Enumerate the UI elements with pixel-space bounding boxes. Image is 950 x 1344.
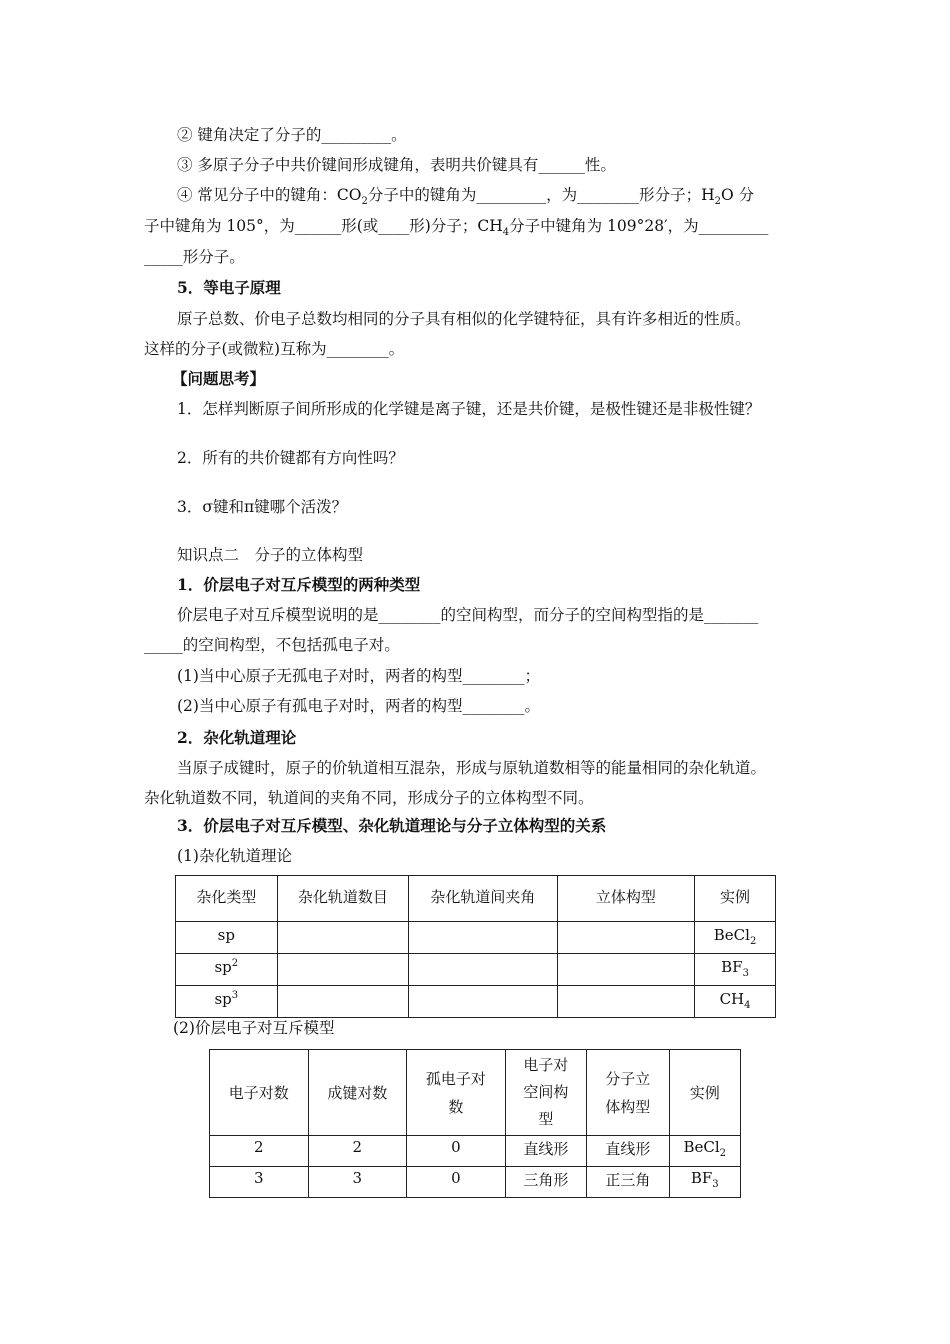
hybrid-para-1: 当原子成键时，原子的价轨道相互混杂，形成与原轨道数相等的能量相同的杂化轨道。 <box>177 759 767 777</box>
item-4-line-2: 子中键角为 105°，为______形(或____形)分子；$CH_4$分子中键角为 109°28′，为_________ <box>144 217 769 239</box>
empty-cell <box>277 922 409 954</box>
hybrid-type-cell: $sp^3$ <box>176 986 278 1018</box>
vsepr-case-2: (2)当中心原子有孤电子对时，两者的构型________。 <box>177 697 540 715</box>
header-cell: 成键对数 <box>308 1050 407 1136</box>
bond-cell: 2 <box>308 1136 407 1167</box>
lone-cell: 0 <box>407 1167 506 1198</box>
example-cell: $BF_3$ <box>695 954 776 986</box>
header-cell: 杂化轨道间夹角 <box>409 876 557 922</box>
question-2: 2．所有的共价键都有方向性吗？ <box>177 449 404 467</box>
item-4-line-1: ④ 常见分子中的键角：$CO_2$分子中的键角为_________，为________形分子；$H_2O$ 分 <box>177 186 755 208</box>
section-5-para-2: 这样的分子(或微粒)互称为________。 <box>144 340 405 358</box>
empty-cell <box>277 986 409 1018</box>
question-3: 3．σ键和π键哪个活泼？ <box>177 498 348 516</box>
example-cell: $BF_3$ <box>669 1167 740 1198</box>
header-cell: 孤电子对数 <box>407 1050 506 1136</box>
empty-cell <box>557 986 694 1018</box>
question-1: 1．怎样判断原子间所形成的化学键是离子键，还是共价键，是极性键还是非极性键？ <box>177 400 761 418</box>
knowledge-2-title: 知识点二 分子的立体构型 <box>177 546 364 564</box>
vsepr-table <box>209 1049 741 1198</box>
table-row <box>176 922 776 954</box>
table-row <box>176 954 776 986</box>
hybrid-heading: 2．杂化轨道理论 <box>177 728 297 747</box>
table-header-row <box>176 876 776 922</box>
molecule-shape-cell: 正三角 <box>587 1167 669 1198</box>
header-cell: 电子对空间构型 <box>505 1050 586 1136</box>
bond-cell: 3 <box>308 1167 407 1198</box>
example-cell: $CH_4$ <box>695 986 776 1018</box>
table-2-caption: (2)价层电子对互斥模型 <box>173 1019 335 1037</box>
item-2: ② 键角决定了分子的_________。 <box>177 126 407 144</box>
empty-cell <box>277 954 409 986</box>
empty-cell <box>409 922 557 954</box>
item-3: ③ 多原子分子中共价键间形成键角，表明共价键具有______性。 <box>177 156 616 174</box>
header-cell: 实例 <box>695 876 776 922</box>
header-cell: 电子对数 <box>210 1050 309 1136</box>
example-cell: BeCl$_2$ <box>669 1136 740 1167</box>
item-4-line-3: _____形分子。 <box>144 248 245 266</box>
table-header-row <box>210 1050 741 1136</box>
header-cell: 分子立体构型 <box>587 1050 669 1136</box>
table-row <box>210 1136 741 1167</box>
questions-heading: 【问题思考】 <box>172 369 266 388</box>
table-1-caption: (1)杂化轨道理论 <box>177 847 292 865</box>
empty-cell <box>557 954 694 986</box>
shape-cell: 三角形 <box>505 1167 586 1198</box>
hybrid-type-cell: sp <box>176 922 278 954</box>
empty-cell <box>557 922 694 954</box>
empty-cell <box>409 986 557 1018</box>
header-cell: 实例 <box>669 1050 740 1136</box>
header-cell: 杂化类型 <box>176 876 278 922</box>
header-cell: 杂化轨道数目 <box>277 876 409 922</box>
vsepr-para-2: _____的空间构型，不包括孤电子对。 <box>144 636 400 654</box>
molecule-shape-cell: 直线形 <box>587 1136 669 1167</box>
empty-cell <box>409 954 557 986</box>
pairs-cell: 3 <box>210 1167 309 1198</box>
relation-heading: 3．价层电子对互斥模型、杂化轨道理论与分子立体构型的关系 <box>177 816 607 835</box>
section-5-para-1: 原子总数、价电子总数均相同的分子具有相似的化学键特征，具有许多相近的性质。 <box>177 310 751 328</box>
section-5-heading: 5．等电子原理 <box>177 278 281 297</box>
vsepr-para-1: 价层电子对互斥模型说明的是________的空间构型，而分子的空间构型指的是_______ <box>177 606 759 624</box>
shape-cell: 直线形 <box>505 1136 586 1167</box>
header-cell: 立体构型 <box>557 876 694 922</box>
lone-cell: 0 <box>407 1136 506 1167</box>
hybrid-orbital-table <box>175 875 776 1018</box>
example-cell: BeCl$_2$ <box>695 922 776 954</box>
pairs-cell: 2 <box>210 1136 309 1167</box>
vsepr-case-1: (1)当中心原子无孤电子对时，两者的构型________； <box>177 667 540 685</box>
table-row <box>210 1167 741 1198</box>
vsepr-heading: 1．价层电子对互斥模型的两种类型 <box>177 575 421 594</box>
hybrid-type-cell: $sp^2$ <box>176 954 278 986</box>
table-row <box>176 986 776 1018</box>
hybrid-para-2: 杂化轨道数不同，轨道间的夹角不同，形成分子的立体构型不同。 <box>144 789 594 807</box>
